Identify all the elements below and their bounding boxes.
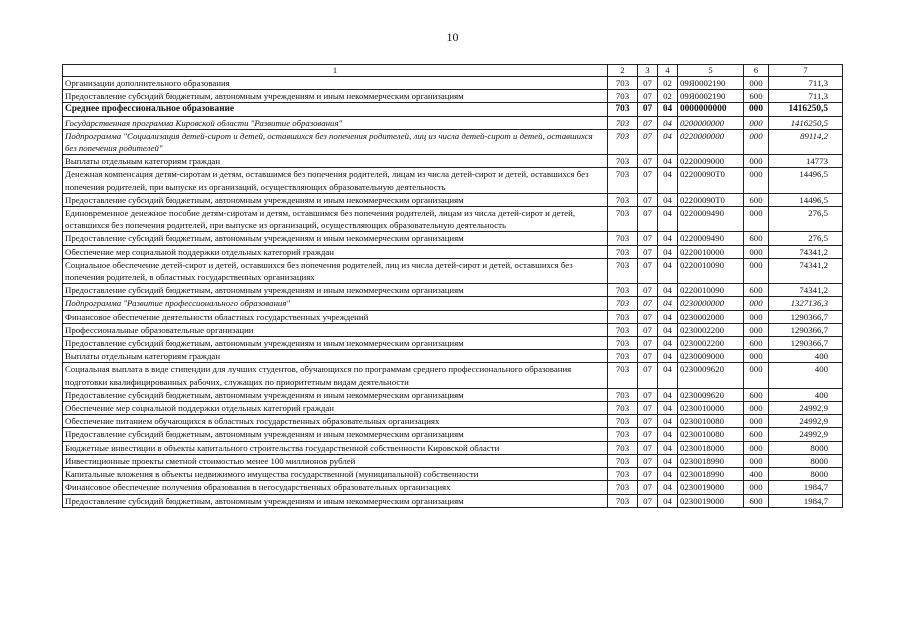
row-name-cell: Единовременное денежное пособие детям-сиротам и детям, оставшимся без попечения родителей, лицам из числа детей-сирот и детей, оставшихся без попечения родителей, при выпуске из организаций, осуществляющих образовательную деятельность	[63, 207, 608, 232]
row-amount-cell: 14496,5	[769, 193, 843, 206]
row-code-6-cell: 000	[744, 441, 769, 454]
row-code-6-cell: 000	[744, 245, 769, 258]
row-name-cell: Предоставление субсидий бюджетным, автономным учреждениям и иным некоммерческим организациям	[63, 337, 608, 350]
row-code-2-cell: 703	[608, 245, 638, 258]
row-code-6-cell: 000	[744, 168, 769, 193]
row-code-4-cell: 02	[658, 90, 678, 103]
header-cell: 3	[638, 65, 658, 77]
page-number: 10	[446, 30, 459, 44]
row-code-6-cell: 600	[744, 90, 769, 103]
row-code-5-cell: 0000000000	[678, 103, 744, 116]
row-code-6-cell: 000	[744, 116, 769, 129]
row-name-cell: Финансовое обеспечение деятельности областных государственных учреждений	[63, 310, 608, 323]
row-name-cell: Среднее профессиональное образование	[63, 103, 608, 116]
row-name-cell: Организации дополнительного образования	[63, 77, 608, 90]
row-code-5-cell: 0220010090	[678, 258, 744, 283]
table-row	[63, 468, 843, 481]
row-name-cell: Предоставление субсидий бюджетным, автономным учреждениям и иным некоммерческим организациям	[63, 388, 608, 401]
row-code-2-cell: 703	[608, 402, 638, 415]
row-code-2-cell: 703	[608, 428, 638, 441]
row-amount-cell: 8000	[769, 454, 843, 467]
row-name-cell: Предоставление субсидий бюджетным, автономным учреждениям и иным некоммерческим организациям	[63, 284, 608, 297]
row-code-5-cell: 0230018000	[678, 441, 744, 454]
row-name-cell: Предоставление субсидий бюджетным, автономным учреждениям и иным некоммерческим организациям	[63, 428, 608, 441]
table-row	[63, 90, 843, 103]
row-code-4-cell: 04	[658, 481, 678, 494]
row-amount-cell: 74341,2	[769, 245, 843, 258]
row-code-3-cell: 07	[638, 415, 658, 428]
row-code-6-cell: 000	[744, 350, 769, 363]
row-code-6-cell: 000	[744, 402, 769, 415]
row-code-5-cell: 0200000000	[678, 116, 744, 129]
table-row	[63, 350, 843, 363]
row-amount-cell: 276,5	[769, 232, 843, 245]
row-amount-cell: 400	[769, 363, 843, 388]
table-row	[63, 494, 843, 507]
row-code-4-cell: 04	[658, 103, 678, 116]
row-code-3-cell: 07	[638, 494, 658, 507]
row-code-5-cell: 0230010080	[678, 415, 744, 428]
row-code-6-cell: 000	[744, 77, 769, 90]
row-code-6-cell: 000	[744, 207, 769, 232]
row-code-5-cell: 0230009620	[678, 363, 744, 388]
row-code-3-cell: 07	[638, 468, 658, 481]
row-name-cell: Предоставление субсидий бюджетным, автономным учреждениям и иным некоммерческим организациям	[63, 90, 608, 103]
row-code-5-cell: 0230009620	[678, 388, 744, 401]
row-code-4-cell: 04	[658, 350, 678, 363]
row-code-4-cell: 04	[658, 258, 678, 283]
row-code-6-cell: 000	[744, 363, 769, 388]
row-amount-cell: 74341,2	[769, 284, 843, 297]
row-code-2-cell: 703	[608, 363, 638, 388]
budget-table	[62, 64, 843, 508]
row-name-cell: Социальное обеспечение детей-сирот и детей, оставшихся без попечения родителей, лиц из числа детей-сирот и детей, оставшихся без попечения родителей, в областных государственных организациях	[63, 258, 608, 283]
table-row	[63, 207, 843, 232]
row-code-3-cell: 07	[638, 207, 658, 232]
table-row	[63, 168, 843, 193]
row-code-4-cell: 02	[658, 77, 678, 90]
row-code-4-cell: 04	[658, 168, 678, 193]
row-code-2-cell: 703	[608, 388, 638, 401]
header-cell: 7	[769, 65, 843, 77]
table-row	[63, 454, 843, 467]
row-code-3-cell: 07	[638, 168, 658, 193]
row-code-6-cell: 600	[744, 232, 769, 245]
table-row	[63, 441, 843, 454]
row-code-4-cell: 04	[658, 402, 678, 415]
row-code-2-cell: 703	[608, 297, 638, 310]
row-name-cell: Предоставление субсидий бюджетным, автономным учреждениям и иным некоммерческим организациям	[63, 232, 608, 245]
row-code-3-cell: 07	[638, 155, 658, 168]
row-code-4-cell: 04	[658, 454, 678, 467]
row-code-3-cell: 07	[638, 388, 658, 401]
table-row	[63, 310, 843, 323]
row-name-cell: Выплаты отдельным категориям граждан	[63, 155, 608, 168]
table-row	[63, 388, 843, 401]
row-code-5-cell: 0230018990	[678, 454, 744, 467]
row-code-6-cell: 600	[744, 337, 769, 350]
table-row	[63, 129, 843, 154]
row-amount-cell: 1984,7	[769, 481, 843, 494]
row-code-6-cell: 000	[744, 103, 769, 116]
row-amount-cell: 1290366,7	[769, 337, 843, 350]
table-row	[63, 77, 843, 90]
row-amount-cell: 1416250,5	[769, 103, 843, 116]
row-code-2-cell: 703	[608, 310, 638, 323]
row-code-5-cell: 0230002000	[678, 310, 744, 323]
row-name-cell: Предоставление субсидий бюджетным, автономным учреждениям и иным некоммерческим организациям	[63, 193, 608, 206]
row-code-2-cell: 703	[608, 494, 638, 507]
row-code-6-cell: 600	[744, 428, 769, 441]
row-code-6-cell: 000	[744, 258, 769, 283]
row-code-2-cell: 703	[608, 468, 638, 481]
row-code-3-cell: 07	[638, 90, 658, 103]
row-amount-cell: 1416250,5	[769, 116, 843, 129]
table-row	[63, 103, 843, 116]
row-code-2-cell: 703	[608, 337, 638, 350]
header-cell: 5	[678, 65, 744, 77]
row-code-5-cell: 02200090Т0	[678, 193, 744, 206]
row-code-5-cell: 0220010090	[678, 284, 744, 297]
row-name-cell: Денежная компенсация детям-сиротам и детям, оставшимся без попечения родителей, лицам из числа детей-сирот и детей, оставшихся без попечения родителей, при выпуске из организаций, осуществляющих образовательную деятельность	[63, 168, 608, 193]
row-name-cell: Капитальные вложения в объекты недвижимого имущества государственной (муниципальной) собственности	[63, 468, 608, 481]
row-code-5-cell: 0220009000	[678, 155, 744, 168]
row-code-2-cell: 703	[608, 441, 638, 454]
table-row	[63, 415, 843, 428]
table-row	[63, 402, 843, 415]
row-name-cell: Финансовое обеспечение получения образования в негосударственных образовательных организациях	[63, 481, 608, 494]
header-cell: 4	[658, 65, 678, 77]
row-code-5-cell: 0220009490	[678, 232, 744, 245]
row-name-cell: Обеспечение мер социальной поддержки отдельных категорий граждан	[63, 402, 608, 415]
row-code-3-cell: 07	[638, 258, 658, 283]
row-code-3-cell: 07	[638, 310, 658, 323]
row-code-2-cell: 703	[608, 232, 638, 245]
row-code-2-cell: 703	[608, 323, 638, 336]
row-amount-cell: 8000	[769, 468, 843, 481]
row-amount-cell: 711,3	[769, 77, 843, 90]
row-amount-cell: 8000	[769, 441, 843, 454]
row-amount-cell: 1290366,7	[769, 323, 843, 336]
row-code-3-cell: 07	[638, 116, 658, 129]
row-code-4-cell: 04	[658, 310, 678, 323]
header-row	[63, 65, 843, 77]
row-code-4-cell: 04	[658, 415, 678, 428]
row-code-4-cell: 04	[658, 232, 678, 245]
row-code-2-cell: 703	[608, 116, 638, 129]
row-code-3-cell: 07	[638, 232, 658, 245]
row-code-5-cell: 09Я0002190	[678, 90, 744, 103]
row-code-4-cell: 04	[658, 468, 678, 481]
row-name-cell: Предоставление субсидий бюджетным, автономным учреждениям и иным некоммерческим организациям	[63, 494, 608, 507]
table-row	[63, 481, 843, 494]
row-amount-cell: 14496,5	[769, 168, 843, 193]
table-row	[63, 258, 843, 283]
row-code-5-cell: 0230010000	[678, 402, 744, 415]
row-code-6-cell: 000	[744, 155, 769, 168]
table-row	[63, 155, 843, 168]
row-code-3-cell: 07	[638, 129, 658, 154]
row-amount-cell: 24992,9	[769, 402, 843, 415]
row-code-3-cell: 07	[638, 323, 658, 336]
row-code-2-cell: 703	[608, 350, 638, 363]
table-row	[63, 428, 843, 441]
table-row	[63, 323, 843, 336]
row-code-2-cell: 703	[608, 77, 638, 90]
row-code-5-cell: 0220010000	[678, 245, 744, 258]
row-name-cell: Государственная программа Кировской области "Развитие образования"	[63, 116, 608, 129]
row-code-6-cell: 600	[744, 193, 769, 206]
row-code-5-cell: 0220000000	[678, 129, 744, 154]
row-code-3-cell: 07	[638, 297, 658, 310]
row-code-6-cell: 000	[744, 297, 769, 310]
table-row	[63, 284, 843, 297]
row-code-6-cell: 000	[744, 323, 769, 336]
row-code-6-cell: 400	[744, 468, 769, 481]
row-code-6-cell: 600	[744, 388, 769, 401]
row-amount-cell: 1984,7	[769, 494, 843, 507]
row-code-5-cell: 0230009000	[678, 350, 744, 363]
row-code-4-cell: 04	[658, 337, 678, 350]
row-code-3-cell: 07	[638, 363, 658, 388]
row-code-6-cell: 600	[744, 494, 769, 507]
row-name-cell: Обеспечение питанием обучающихся в областных государственных образовательных организациях	[63, 415, 608, 428]
row-amount-cell: 400	[769, 350, 843, 363]
row-name-cell: Подпрограмма "Социализация детей-сирот и детей, оставшихся без попечения родителей, лиц из числа детей-сирот и детей, оставшихся без попечения родителей"	[63, 129, 608, 154]
row-amount-cell: 711,3	[769, 90, 843, 103]
table-row	[63, 193, 843, 206]
row-code-4-cell: 04	[658, 323, 678, 336]
row-name-cell: Обеспечение мер социальной поддержки отдельных категорий граждан	[63, 245, 608, 258]
row-code-2-cell: 703	[608, 481, 638, 494]
header-cell: 1	[63, 65, 608, 77]
row-code-4-cell: 04	[658, 428, 678, 441]
row-code-4-cell: 04	[658, 297, 678, 310]
row-amount-cell: 400	[769, 388, 843, 401]
row-code-4-cell: 04	[658, 193, 678, 206]
row-code-4-cell: 04	[658, 155, 678, 168]
row-code-3-cell: 07	[638, 245, 658, 258]
row-code-2-cell: 703	[608, 193, 638, 206]
row-code-4-cell: 04	[658, 388, 678, 401]
row-code-2-cell: 703	[608, 207, 638, 232]
row-name-cell: Бюджетные инвестиции в объекты капитального строительства государственной собственности Кировской области	[63, 441, 608, 454]
row-code-4-cell: 04	[658, 116, 678, 129]
row-code-5-cell: 0230002200	[678, 337, 744, 350]
row-code-4-cell: 04	[658, 129, 678, 154]
table-row	[63, 337, 843, 350]
row-code-3-cell: 07	[638, 454, 658, 467]
row-code-4-cell: 04	[658, 363, 678, 388]
row-amount-cell: 24992,9	[769, 428, 843, 441]
row-name-cell: Выплаты отдельным категориям граждан	[63, 350, 608, 363]
row-code-2-cell: 703	[608, 103, 638, 116]
row-code-3-cell: 07	[638, 103, 658, 116]
row-code-2-cell: 703	[608, 415, 638, 428]
table-row	[63, 232, 843, 245]
row-code-5-cell: 0230010080	[678, 428, 744, 441]
row-code-2-cell: 703	[608, 168, 638, 193]
row-code-6-cell: 000	[744, 454, 769, 467]
row-code-3-cell: 07	[638, 337, 658, 350]
row-code-5-cell: 0230002200	[678, 323, 744, 336]
row-name-cell: Подпрограмма "Развитие профессионального образования"	[63, 297, 608, 310]
row-code-5-cell: 0230000000	[678, 297, 744, 310]
row-code-4-cell: 04	[658, 284, 678, 297]
row-code-5-cell: 0230019000	[678, 481, 744, 494]
row-code-2-cell: 703	[608, 284, 638, 297]
table-row	[63, 245, 843, 258]
row-code-4-cell: 04	[658, 441, 678, 454]
row-code-4-cell: 04	[658, 207, 678, 232]
row-code-6-cell: 000	[744, 129, 769, 154]
row-code-4-cell: 04	[658, 494, 678, 507]
row-name-cell: Социальная выплата в виде стипендии для лучших студентов, обучающихся по программам среднего профессионального образования подготовки квалифицированных рабочих, служащих по приоритетным видам деятельности	[63, 363, 608, 388]
row-code-3-cell: 07	[638, 402, 658, 415]
row-code-5-cell: 0230019000	[678, 494, 744, 507]
header-cell: 2	[608, 65, 638, 77]
row-code-4-cell: 04	[658, 245, 678, 258]
row-amount-cell: 1327136,3	[769, 297, 843, 310]
row-name-cell: Профессиональные образовательные организации	[63, 323, 608, 336]
row-name-cell: Инвестиционные проекты сметной стоимостью менее 100 миллионов рублей	[63, 454, 608, 467]
row-code-5-cell: 0220009490	[678, 207, 744, 232]
header-cell: 6	[744, 65, 769, 77]
table-row	[63, 297, 843, 310]
row-code-3-cell: 07	[638, 284, 658, 297]
row-code-6-cell: 000	[744, 415, 769, 428]
row-code-3-cell: 07	[638, 481, 658, 494]
row-code-3-cell: 07	[638, 441, 658, 454]
row-code-5-cell: 0230018990	[678, 468, 744, 481]
table-body	[63, 77, 843, 508]
row-code-3-cell: 07	[638, 350, 658, 363]
row-code-3-cell: 07	[638, 428, 658, 441]
row-code-2-cell: 703	[608, 258, 638, 283]
table-row	[63, 363, 843, 388]
row-amount-cell: 14773	[769, 155, 843, 168]
row-code-6-cell: 000	[744, 310, 769, 323]
row-amount-cell: 74341,2	[769, 258, 843, 283]
row-code-2-cell: 703	[608, 129, 638, 154]
row-code-6-cell: 600	[744, 284, 769, 297]
row-code-6-cell: 000	[744, 481, 769, 494]
row-code-2-cell: 703	[608, 90, 638, 103]
table-row	[63, 116, 843, 129]
row-amount-cell: 89114,2	[769, 129, 843, 154]
row-amount-cell: 1290366,7	[769, 310, 843, 323]
row-code-3-cell: 07	[638, 77, 658, 90]
row-code-5-cell: 09Я0002190	[678, 77, 744, 90]
row-code-3-cell: 07	[638, 193, 658, 206]
row-code-2-cell: 703	[608, 155, 638, 168]
row-code-5-cell: 02200090Т0	[678, 168, 744, 193]
row-amount-cell: 24992,9	[769, 415, 843, 428]
row-amount-cell: 276,5	[769, 207, 843, 232]
row-code-2-cell: 703	[608, 454, 638, 467]
